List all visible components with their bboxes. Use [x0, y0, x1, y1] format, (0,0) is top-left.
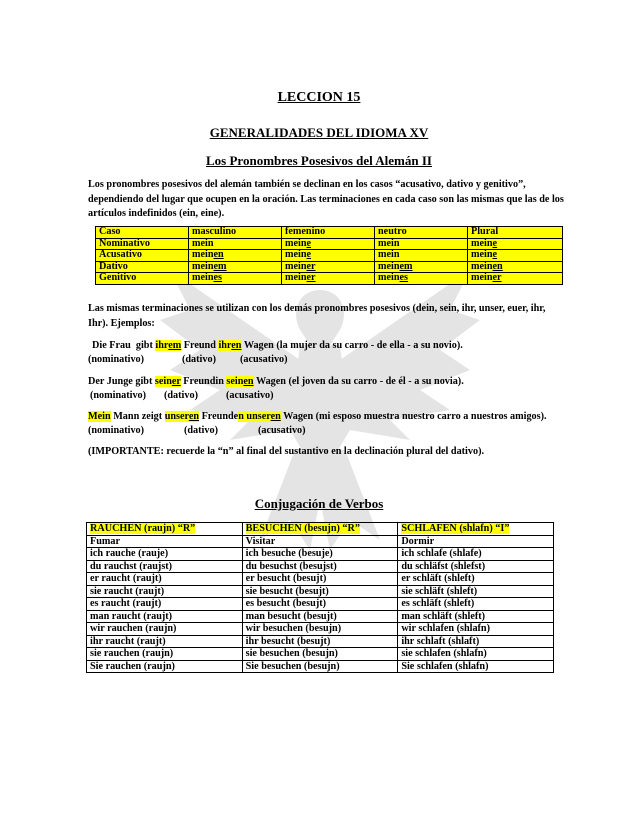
table-header-cell: SCHLAFEN (shlafn) “I”	[398, 523, 554, 536]
table-cell: mein	[189, 238, 282, 250]
table-cell: meiner	[282, 261, 375, 273]
table-header-cell: neutro	[375, 227, 468, 239]
table-cell: sie rauchen (raujn)	[87, 648, 243, 661]
example-cases-3: (dativo)	[184, 425, 218, 436]
section-title-possessives: Los Pronombres Posesivos del Alemán II	[206, 153, 432, 168]
table-cell: er raucht (raujt)	[87, 573, 243, 586]
table-cell: meines	[375, 273, 468, 285]
verb-conjugation-table	[86, 522, 554, 673]
example-cases-1: (dativo)	[182, 354, 216, 365]
table-cell: wir besuchen (besujn)	[242, 623, 398, 636]
table-row	[87, 585, 554, 598]
table-header-row	[96, 227, 563, 239]
table-header-cell: BESUCHEN (besujn) “R”	[242, 523, 398, 536]
table-cell: mein	[375, 250, 468, 262]
example-sentence-3: Mein Mann zeigt unseren Freunden unseren Wagen (mi esposo muestra nuestro carro a nuestros amigos).	[88, 411, 547, 422]
table-cell: Sie schlafen (shlafn)	[398, 660, 554, 673]
table-cell: ich rauche (rauje)	[87, 548, 243, 561]
table-cell: meine	[282, 238, 375, 250]
table-header-cell: Caso	[96, 227, 189, 239]
table-cell: es besucht (besujt)	[242, 598, 398, 611]
table-row	[87, 598, 554, 611]
case-cell: Acusativo	[96, 250, 189, 262]
table-cell: meinen	[189, 250, 282, 262]
table-row	[87, 635, 554, 648]
table-row	[87, 610, 554, 623]
table-cell: er besucht (besujt)	[242, 573, 398, 586]
table-header-cell: masculino	[189, 227, 282, 239]
example-cases-3: (nominativo)	[88, 425, 145, 436]
lesson-title: LECCION 15	[277, 90, 361, 105]
table-cell: man schläft (shleft)	[398, 610, 554, 623]
table-cell: meine	[468, 250, 563, 262]
table-header-cell: femenino	[282, 227, 375, 239]
table-cell: man besucht (besujt)	[242, 610, 398, 623]
case-cell: Dativo	[96, 261, 189, 273]
table-row	[87, 660, 554, 673]
table-row	[96, 250, 563, 262]
table-row	[87, 623, 554, 636]
table-row	[96, 261, 563, 273]
table-cell: Dormir	[398, 535, 554, 548]
table-cell: es raucht (raujt)	[87, 598, 243, 611]
table-cell: du rauchst (raujst)	[87, 560, 243, 573]
example-cases-1: (acusativo)	[240, 354, 288, 365]
declension-table	[95, 226, 563, 285]
table-cell: ihr schlaft (shlaft)	[398, 635, 554, 648]
example-cases-3: (acusativo)	[258, 425, 306, 436]
example-cases-2: (nominativo)	[90, 390, 147, 401]
table-header-row	[87, 523, 554, 536]
example-cases-2: (dativo)	[164, 390, 198, 401]
table-cell: man raucht (raujt)	[87, 610, 243, 623]
table-cell: wir rauchen (raujn)	[87, 623, 243, 636]
table-cell: meines	[189, 273, 282, 285]
table-cell: Visitar	[242, 535, 398, 548]
table-cell: meiner	[282, 273, 375, 285]
table-cell: ihr raucht (raujt)	[87, 635, 243, 648]
table-cell: ihr besucht (besujt)	[242, 635, 398, 648]
example-cases-2: (acusativo)	[226, 390, 274, 401]
table-cell: sie schläft (shleft)	[398, 585, 554, 598]
lesson-subtitle: GENERALIDADES DEL IDIOMA XV	[209, 125, 429, 140]
table-cell: Fumar	[87, 535, 243, 548]
table-cell: meinem	[375, 261, 468, 273]
table-cell: er schläft (shleft)	[398, 573, 554, 586]
table-header-cell: RAUCHEN (raujn) “R”	[87, 523, 243, 536]
example-sentence-2: Der Junge gibt seiner Freundin seinen Wagen (el joven da su carro - de él - a su novia).	[88, 376, 464, 387]
table-row	[87, 560, 554, 573]
table-cell: es schläft (shleft)	[398, 598, 554, 611]
table-cell: sie besucht (besujt)	[242, 585, 398, 598]
section-title-verbs: Conjugación de Verbos	[254, 496, 384, 511]
table-row	[87, 548, 554, 561]
example-cases-1: (nominativo)	[88, 354, 145, 365]
table-cell: mein	[375, 238, 468, 250]
table-row	[96, 238, 563, 250]
table-cell: wir schlafen (shlafn)	[398, 623, 554, 636]
table-cell: meinen	[468, 261, 563, 273]
table-cell: meine	[468, 238, 563, 250]
table-cell: meine	[282, 250, 375, 262]
table-cell: Sie besuchen (besujn)	[242, 660, 398, 673]
intro-paragraph: Los pronombres posesivos del alemán también se declinan en los casos “acusativo, dativo y genitivo”, dependiendo del lugar que ocupen en la oración. Las terminaciones en cada caso son las mismas que las de los artículos indefinidos (ein, eine).	[88, 179, 564, 219]
table-cell: meiner	[468, 273, 563, 285]
important-note: (IMPORTANTE: recuerde la “n” al final del sustantivo en la declinación plural del dativo).	[88, 446, 485, 457]
same-endings-paragraph: Las mismas terminaciones se utilizan con los demás pronombres posesivos (dein, sein, ihr, unser, euer, ihr, Ihr). Ejemplos:	[88, 303, 546, 329]
case-cell: Nominativo	[96, 238, 189, 250]
example-sentence-1: Die Frau gibt ihrem Freund ihren Wagen (la mujer da su carro - de ella - a su novio).	[92, 340, 463, 351]
table-cell: du schläfst (shlefst)	[398, 560, 554, 573]
table-cell: sie raucht (raujt)	[87, 585, 243, 598]
table-cell: du besuchst (besujst)	[242, 560, 398, 573]
table-row	[96, 273, 563, 285]
table-header-cell: Plural	[468, 227, 563, 239]
table-cell: sie besuchen (besujn)	[242, 648, 398, 661]
table-row	[87, 648, 554, 661]
table-cell: Sie rauchen (raujn)	[87, 660, 243, 673]
case-cell: Genitivo	[96, 273, 189, 285]
table-cell: meinem	[189, 261, 282, 273]
table-row	[87, 535, 554, 548]
table-cell: ich besuche (besuje)	[242, 548, 398, 561]
table-row	[87, 573, 554, 586]
table-cell: ich schlafe (shlafe)	[398, 548, 554, 561]
table-cell: sie schlafen (shlafn)	[398, 648, 554, 661]
